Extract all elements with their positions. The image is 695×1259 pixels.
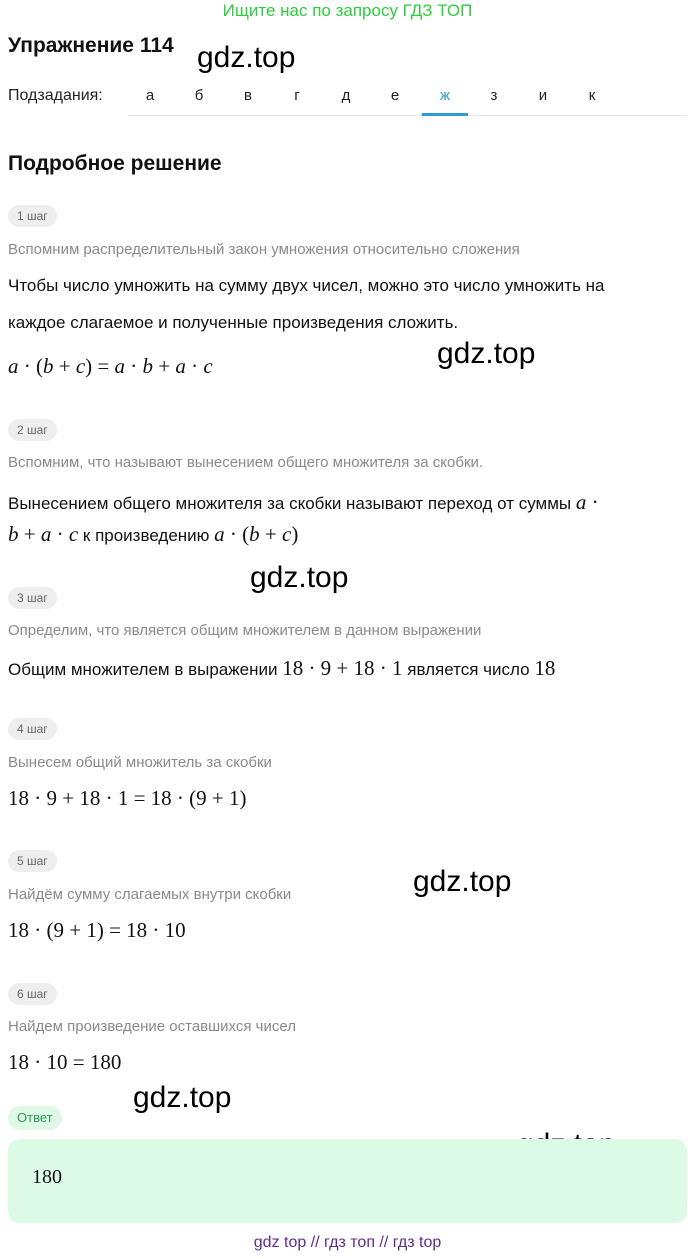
step-text: каждое слагаемое и полученные произведения сложить. [8, 313, 459, 332]
step-text [8, 490, 599, 515]
step-badge: 2 шаг [8, 419, 57, 441]
watermark: gdz.top [250, 561, 349, 594]
step-text [8, 656, 555, 681]
step-hint: Вспомним распределительный закон умножения относительно сложения [8, 241, 520, 258]
step-hint: Найдем произведение оставшихся чисел [8, 1018, 296, 1035]
formula-fragment: 18 [534, 656, 556, 680]
active-tab-indicator [422, 113, 468, 116]
step-text-part: Вынесением общего множителя за скобки называют переход от суммы [8, 494, 572, 513]
subtask-tab-z[interactable]: з [490, 87, 498, 104]
footer-links[interactable]: gdz top // гдз топ // гдз top [253, 1234, 442, 1251]
subtask-tab-k[interactable]: к [588, 87, 596, 104]
step-badge: 6 шаг [8, 983, 57, 1005]
page-title: Упражнение 114 [8, 34, 174, 57]
formula-factor-out: 18 · 9 + 18 · 1 = 18 · (9 + 1) [8, 786, 247, 810]
step-badge: 3 шаг [8, 587, 57, 609]
answer-badge: Ответ [8, 1106, 62, 1130]
step-badge: 5 шаг [8, 850, 57, 872]
watermark: gdz.top [133, 1081, 232, 1114]
search-banner-link[interactable]: Ищите нас по запросу ГДЗ ТОП [222, 1, 473, 20]
subtasks-divider [128, 115, 687, 116]
step-text-part: Общим множителем в выражении [8, 660, 278, 679]
watermark: gdz.top [197, 41, 296, 74]
step-text-part: к произведению [82, 526, 210, 545]
answer-box [8, 1139, 687, 1223]
subtask-tab-b[interactable]: б [194, 87, 204, 104]
watermark: gdz.top [413, 865, 512, 898]
formula-fragment: a · [575, 490, 599, 514]
subtask-tab-a[interactable]: а [145, 87, 155, 104]
step-badge: 4 шаг [8, 718, 57, 740]
subtasks-label: Подзадания: [8, 87, 103, 104]
step-hint: Определим, что является общим множителем в данном выражении [8, 622, 482, 639]
step-badge: 1 шаг [8, 205, 57, 227]
step-text-part: является число [407, 660, 530, 679]
step-hint: Вынесем общий множитель за скобки [8, 754, 272, 771]
step-hint: Найдём сумму слагаемых внутри скобки [8, 886, 292, 903]
answer-value: 180 [32, 1166, 62, 1188]
subtask-tab-v[interactable]: в [244, 87, 252, 104]
watermark: gdz.top [437, 337, 536, 370]
subtask-tab-zh-active[interactable]: ж [439, 87, 451, 104]
formula-fragment: b + a · c [8, 522, 79, 546]
subtask-tab-i[interactable]: и [538, 87, 548, 104]
formula-fragment: 18 · 9 + 18 · 1 [282, 656, 403, 680]
formula-product: 18 · 10 = 180 [8, 1050, 122, 1074]
formula-fragment: a · (b + c) [214, 522, 299, 546]
formula-sum-in-brackets: 18 · (9 + 1) = 18 · 10 [8, 918, 186, 942]
subtask-tab-g[interactable]: г [294, 87, 300, 104]
subtask-tab-d[interactable]: д [341, 87, 351, 104]
step-hint: Вспомним, что называют вынесением общего множителя за скобки. [8, 454, 484, 471]
section-title: Подробное решение [8, 152, 222, 175]
step-text: Чтобы число умножить на сумму двух чисел, можно это число умножить на [8, 276, 605, 295]
formula-distributive-law: a · (b + c) = a · b + a · c [8, 354, 213, 378]
subtask-tab-e[interactable]: е [390, 87, 400, 104]
step-text [8, 522, 298, 547]
